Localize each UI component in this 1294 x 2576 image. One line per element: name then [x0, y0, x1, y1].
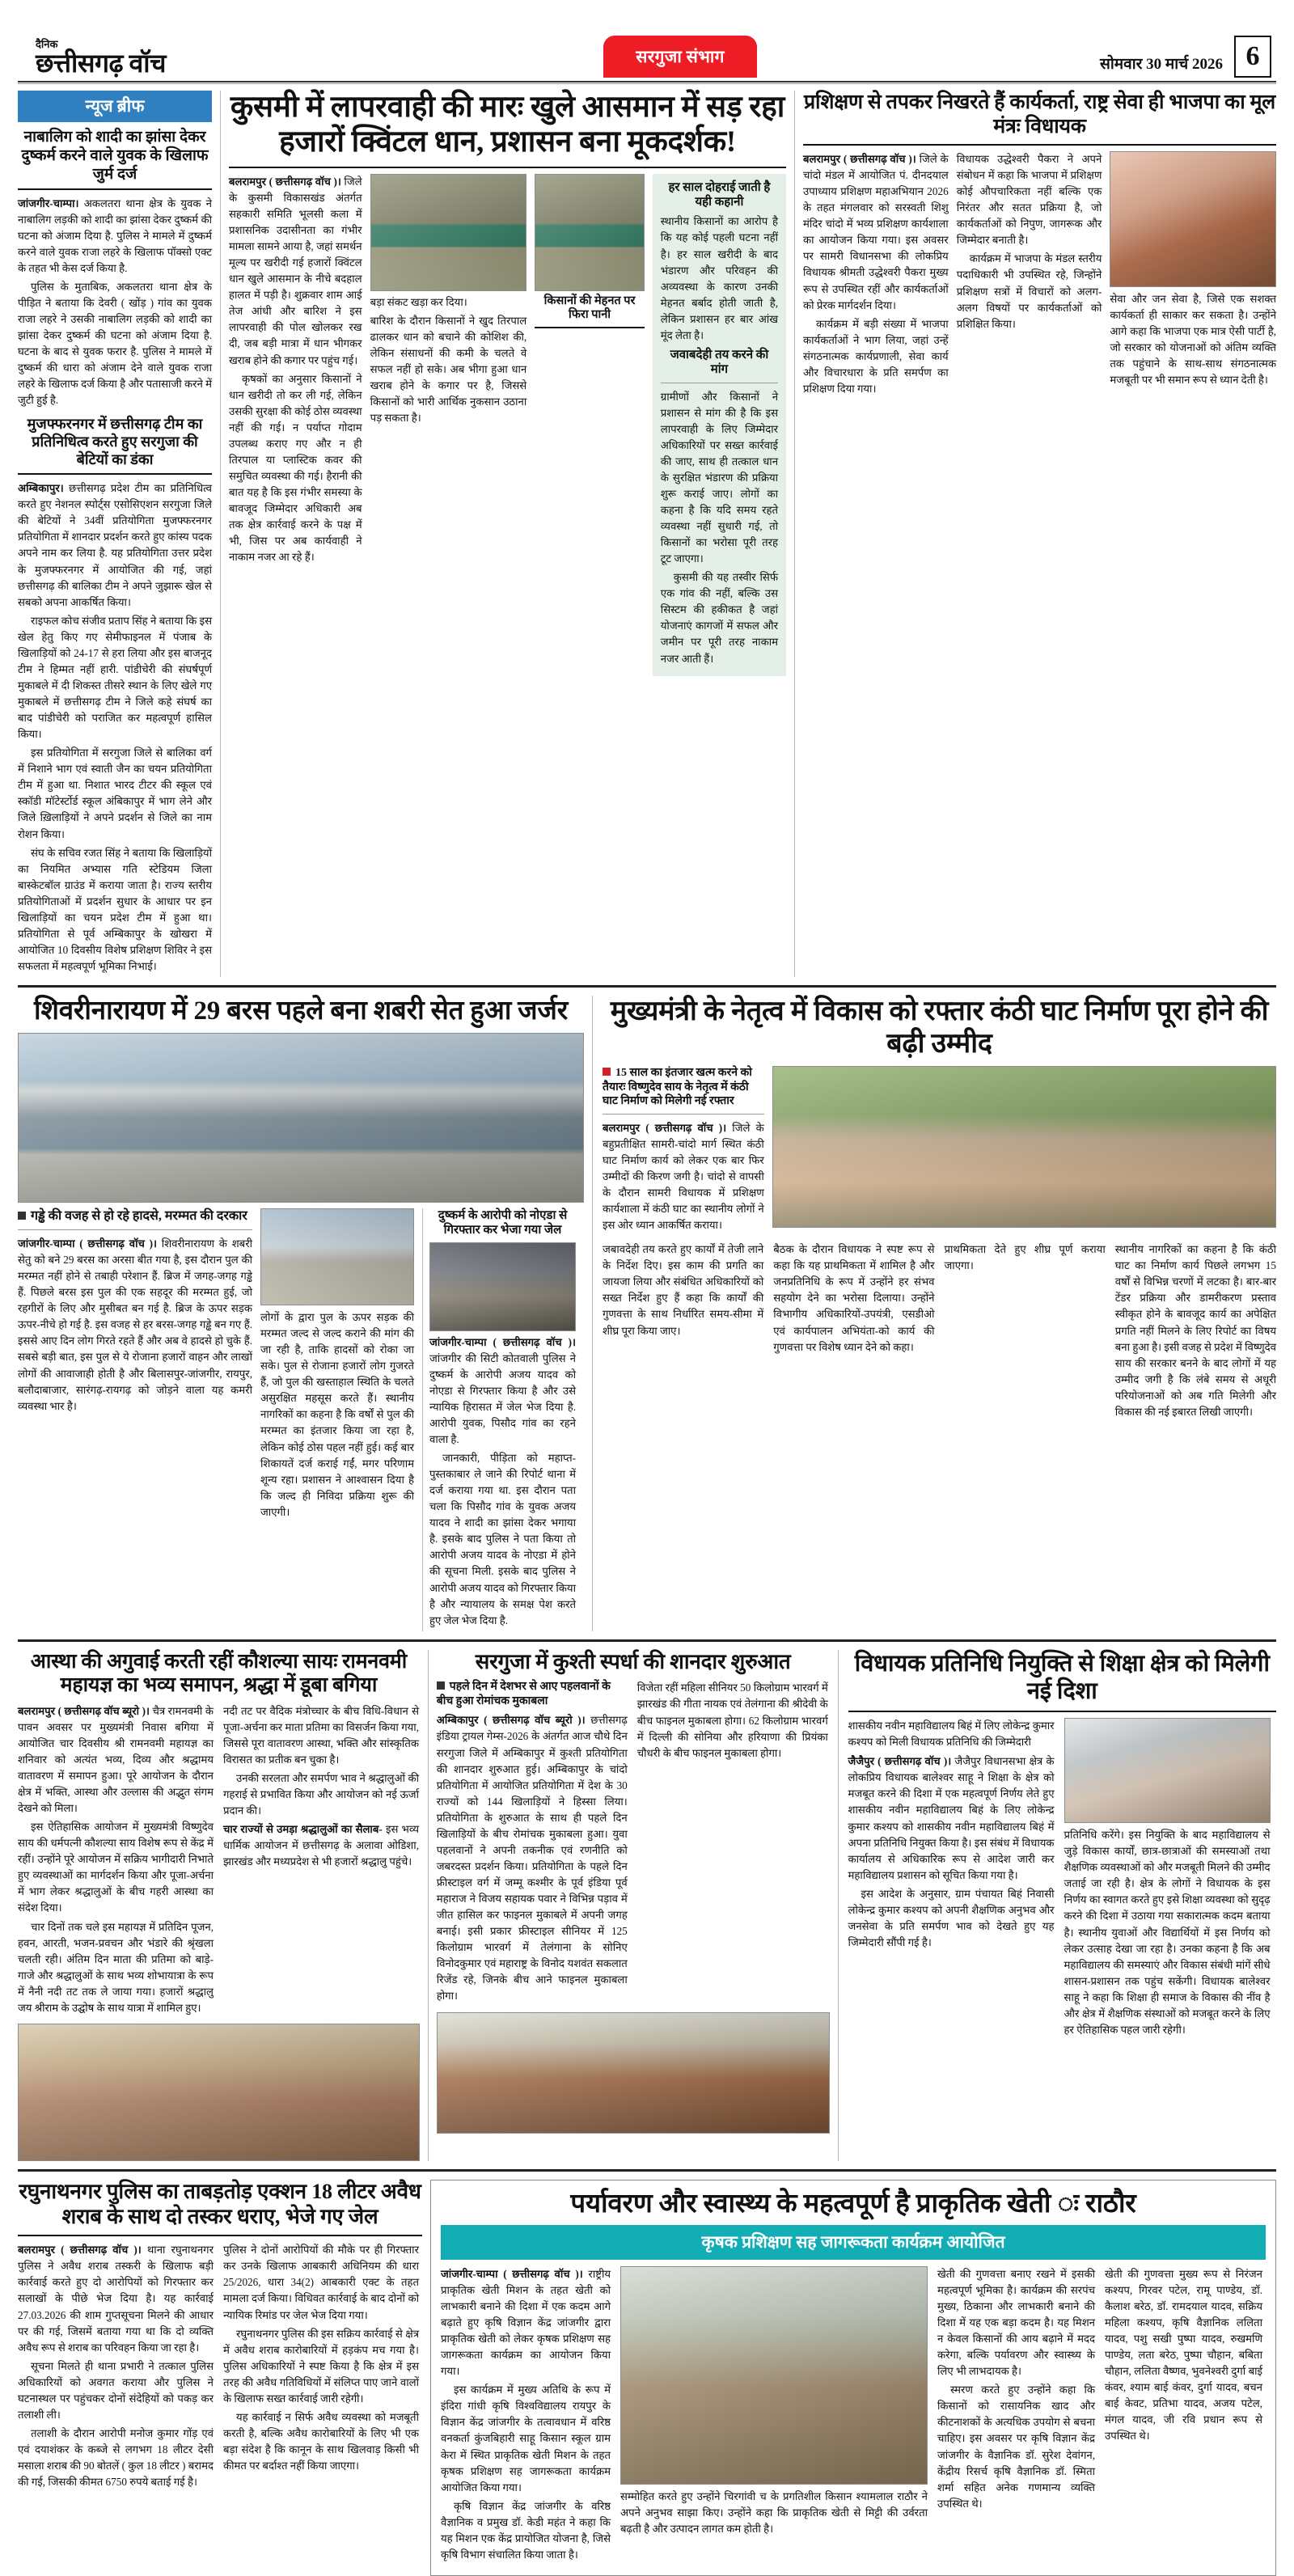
bjp-para-1	[803, 151, 949, 314]
bjp-headline: प्रशिक्षण से तपकर निखरते हैं कार्यकर्ता, राष्ट्र सेवा ही भाजपा का मूल मंत्रः विधायक	[803, 91, 1276, 137]
noida-text-1: जांजगीर की सिटी कोतवाली पुलिस ने दुष्कर्म के आरोपी अजय यादव को नोएडा से गिरफ्तार किया है और उसे न्यायिक हिरासत में जेल भेज दिया है. आरोपी युवक, पिसौद गांव का रहने वाला है.	[429, 1351, 576, 1445]
farm-para-6: स्मरण करते हुए उन्होंने कहा कि किसानों को रासायनिक खाद और कीटनाशकों के अत्यधिक उपयोग से बचना चाहिए। इस अवसर पर कृषि विज्ञान केंद्र जांजगीर के वैज्ञानिक डॉ. सुरेश देवांगन, केंद्रीय रिसर्च कृषि वैज्ञानिक डॉ. स्मिता शर्मा सहित अनेक गणमान्य व्यक्ति उपस्थित थे।	[937, 2384, 1095, 2510]
wrestling-bullet-text: पहले दिन में देशभर से आए पहलवानों के बीच हुआ रोमांचक मुकाबला	[436, 1681, 611, 1707]
photo-shabari-bridge	[18, 1033, 584, 1203]
lead-para-3: बारिश के दौरान किसानों ने खुद तिरपाल ढालकर धान को बचाने की कोशिश की, लेकिन संसाधनों की कमी के चलते वे सफल नहीं हो सके। अब भीगा हुआ धान खराब होने के कगार पर है, जिससे किसानों को भारी आर्थिक नुकसान उठाना पड़ सकता है।	[370, 314, 527, 425]
date-and-page	[1100, 36, 1276, 78]
cm-headline: मुख्यमंत्री के नेतृत्व में विकास को रफ्तार कंठी घाट निर्माण पूरा होने की बढ़ी उम्मीद	[610, 996, 1269, 1060]
dateline: जांजगीर-चाम्पा ( छत्तीसगढ़ वॉच )।	[429, 1335, 576, 1348]
vid-lead: शासकीय नवीन महाविद्यालय बिहं में लिए लोकेन्द्र कुमार कश्यप को मिली विधायक प्रतिनिधि की जिम्मेदारी	[848, 1719, 1055, 1749]
dateline: बलरामपुर ( छत्तीसगढ़ वॉच )।	[18, 2244, 142, 2257]
vidhayak-headline: विधायक प्रतिनिधि नियुक्ति से शिक्षा क्षेत्र को मिलेगी नई दिशा	[854, 1650, 1270, 1704]
publication-logo	[18, 39, 260, 78]
farming-box	[430, 2180, 1276, 2576]
bjp-para-5: कार्यक्रम में भाजपा के मंडल स्तरीय पदाधिकारी भी उपस्थित रहे, जिन्होंने प्रशिक्षण सत्रों में विचारों को अलग-अलग विषयों पर कार्यकर्ताओं को प्रशिक्षित किया।	[956, 252, 1102, 330]
divider	[18, 188, 212, 190]
photo-mla-speaking	[1110, 151, 1276, 287]
cm-text-1: जिले के बहुप्रतीक्षित सामरी-चांदो मार्ग स्थित कंठी घाट निर्माण कार्य को लेकर एक बार फिर उम्मीदों की किरण जगी है। चांदो से वापसी के दौरान सामरी विधायक में प्रशिक्षण कार्यशाला में कंठी घाट का स्थानीय लोगों ने इस ओर ध्यान आकर्षित कराया।	[603, 1121, 764, 1232]
middle-block	[18, 996, 1276, 1631]
farm-para-5: सम्मोहित करते हुए उन्होंने चिरगांवी च के प्रगतिशील किसान श्यामलाल राठौर ने अपने अनुभव साझा किए। उन्होंने कहा कि प्राकृतिक खेती से मिट्टी की उर्वरता बढ़ती है और उत्पादन लागत कम होती है।	[620, 2489, 928, 2535]
lead-para-2: कृषकों का अनुसार किसानों ने धान खरीदी तो कर ली गई, लेकिन उसकी सुरक्षा की कोई ठोस व्यवस्था नहीं की गई। न पर्याप्त गोदाम उपलब्ध कराए गए और न ही तिरपाल या प्लास्टिक कवर की समुचित व्यवस्था की गई। हैरानी की बात यह है कि इस गंभीर समस्या के बावजूद जिम्मेदार अधिकारी अब तक क्षेत्र कार्रवाई करने के पक्ष में भी, जिस पर अब कार्यवाही ने नाकाम नजर आ रहे हैं।	[229, 372, 362, 564]
liq-para-1	[18, 2242, 214, 2355]
bjp-para-2: कार्यक्रम में बड़ी संख्या में भाजपा कार्यकर्ताओं ने भाग लिया, जहां उन्हें संगठनात्मक कार्यप्रणाली, सेवा कार्य और विचारधारा के प्रति समर्पण का प्रशिक्षण दिया गया।	[803, 317, 949, 395]
ram-sub-lede: चार राज्यों से उमड़ा श्रद्धालुओं का सैलाब-	[223, 1823, 383, 1836]
brief-2-para-3: इस प्रतियोगिता में सरगुजा जिले से बालिका वर्ग में निशाने भाग एवं स्वाती जैन का चयन प्रतियोगिता टीम में हुआ था. निशात भारद टीटर की स्कूल एवं स्कॉडी मॉटेर्स्टोर्ड स्कूल अंबिकापुर में भाग लेने और जिले ख़िलाड़ियों ने अपने प्रदर्शन से जिले का नाम रोशन किया।	[18, 747, 212, 840]
sidebar-subtitle: जवाबदेही तय करने की मांग	[670, 348, 769, 377]
page-number: 6	[1234, 36, 1271, 78]
bridge-text-1: शिवरीनारायण के शबरी सेतु को बने 29 बरस का अरसा बीत गया है, इस दौरान पुल की मरम्मत नहीं होने से तबाही परेशान हैं. ब्रिज में जगह-जगह गड्ढे हैं. पिछले बरस इस पुल की एक सहदूर की मरम्मत हुई, जो रहगीरों के लिए और मुसीबत बन गई है. ब्रिज के ऊपर सड़क ऊपर-नीचे हो गई है. इस वजह से हर बरस-जगह गड्ढे बन गए हैं. इससे आए दिन लोग गिरते रहते हैं और अब वे हादसे हो चुके हैं. सबसे बड़ी बात, इस पुल से ये रोजाना हजारों वाहन और लाखों लोगों की आवाजाही होती है और बिलासपुर-जांजगीर, रायपुर, बलौदाबाजार, सारंगढ़-रायगढ़ को जोड़ने वाला यह कमरी व्यवस्था भार है।	[18, 1237, 252, 1412]
liq-para-2: सूचना मिलते ही थाना प्रभारी ने तत्काल पुलिस अधिकारियों को अवगत कराया और पुलिस ने घटनास्थल पर पहुंचकर दोनों संदेहियों को पकड़ कर तलाशी ली।	[18, 2359, 214, 2421]
photo-leaders-group	[772, 1066, 1276, 1228]
bullet-square-icon	[603, 1068, 611, 1076]
farm-para-3: कृषि विज्ञान केंद्र जांजगीर के वरिष्ठ वैज्ञानिक व प्रमुख डॉ. केडी महंत ने कहा कि यह मिशन एक केंद्र प्रायोजित योजना है, जिसे कृषि विभाग संचालित किया जाता है।	[441, 2499, 611, 2561]
wrestling-story	[428, 1650, 830, 2161]
farm-names: खेती की गुणवत्ता मुख्य रूप से निरंजन कश्यप, गिरवर पटेल, रामू पाण्डेय, डॉ. कैलाश बरेठ, डॉ. रामदयाल यादव, सक्रिय महिला कश्यप, कृषि वैज्ञानिक ललिता यादव, पशु सखी पुष्पा यादव, रुखमणि पाण्डेय, लता बरेठ, पुष्पा चौहान, बबिता चौहान, ललिता वैष्णव, भुवनेश्वरी दुर्गा बाई कंवर, श्याम बाई कंवर, दुर्गा यादव, बचन बाई केवट, प्रतिभा यादव, अजय पटेल, मंगल यादव, जी रवि प्रधान रूप से उपस्थित थे।	[1105, 2267, 1262, 2443]
bridge-headline: शिवरीनारायण में 29 बरस पहले बना शबरी सेत हुआ जर्जर	[33, 996, 569, 1026]
brief-1-text: अकलतरा थाना क्षेत्र के युवक ने नाबालिग लड़की को शादी का झांसा देकर दुष्कर्म की घटना को अंजाम दिया है. पुलिस ने मामले में दुष्कर्म करने वाले युवक राजा लहरे के खिलाफ पॉक्सो एक्ट के तहत भी केस दर्ज किया है.	[18, 197, 212, 274]
sidebar-para-3: कुसमी की यह तस्वीर सिर्फ एक गांव की नहीं, बल्कि उस सिस्टम की हकीकत है जहां योजनाएं कागजों में सफल और जमीन पर पूरी तरह नाकाम नजर आती हैं।	[660, 571, 779, 665]
dateline: जैजैपुर ( छत्तीसगढ़ वॉच )।	[848, 1755, 952, 1768]
liq-para-4: पुलिस ने दोनों आरोपियों की मौके पर ही गिरफ्तार कर उनके खिलाफ आबकारी अधिनियम की धारा 25/2026, धारा 34(2) आबकारी एक्ट के तहत मामला दर्ज किया। विधिवत कार्रवाई के बाद दोनों को न्यायिक रिमांड पर जेल भेज दिया गया।	[223, 2244, 419, 2321]
sidebar-para-1: स्थानीय किसानों का आरोप है कि यह कोई पहली घटना नहीं है। हर साल खरीदी के बाद भंडारण और परिवहन की अव्यवस्था के कारण उनकी मेहनत बर्बाद होती जाती है, लेकिन प्रशासन हर बार आंख मूंद लेता है।	[660, 215, 779, 341]
divider	[848, 1711, 1276, 1712]
lead-sidebar	[653, 174, 786, 676]
divider	[535, 327, 645, 328]
cm-para-1	[603, 1120, 764, 1233]
dateline: अम्बिकापुर।	[18, 482, 64, 495]
bridge-bullet	[18, 1208, 252, 1225]
farming-story	[430, 2180, 1276, 2576]
section-divider	[18, 1639, 1276, 1642]
lead-para-1	[229, 174, 362, 369]
bridge-story	[18, 996, 584, 1631]
noida-para-1	[429, 1335, 576, 1448]
dateline: बलरामपुर ( छत्तीसगढ़ वॉच )।	[229, 175, 341, 188]
vidhayak-story	[838, 1650, 1276, 2161]
farming-headline: पर्यावरण और स्वास्थ्य के महत्वपूर्ण है प्राकृतिक खेती ः राठौर	[570, 2189, 1136, 2219]
masthead-rule	[18, 81, 1276, 84]
cm-para-2: जबावदेही तय करते हुए कार्यों में तेजी लाने के निर्देश दिए। इस काम की प्रगति का जायजा लिया और संबंधित अधिकारियों को सख्त निर्देश हुए हैं कहा कि कार्यों की गुणवत्ता के साथ निर्धारित समय-सीमा में शीघ्र पूरा किया जाए।	[603, 1243, 764, 1337]
farm-text-1: राष्ट्रीय प्राकृतिक खेती मिशन के तहत खेती को लाभकारी बनाने की दिशा में एक कदम आगे बढ़ाते हुए कृषि विज्ञान केंद्र जांजगीर द्वारा प्राकृतिक खेती को लेकर कृषक प्रशिक्षण सह जागरूकता कार्यक्रम का आयोजन किया गया।	[441, 2267, 611, 2378]
cm-para-5: स्थानीय नागरिकों का कहना है कि कंठी घाट का निर्माण कार्य पिछले लगभग 15 वर्षों से विभिन्न चरणों में लटका है। बार-बार टेंडर प्रक्रिया और डामरीकरण प्रस्ताव स्वीकृत होने के बावजूद कार्य का अपेक्षित प्रगति नहीं मिलने के लिए रिपोर्ट का विषय बना हुआ है। इसी वजह से प्रदेश में विष्णुदेव साय की सरकार बनने के बाद लोगों में यह उम्मीद जगी है कि लंबे समय से अधूरी परियोजनाओं को अब गति मिलेगी और विकास की नई इबारत लिखी जाएगी।	[1114, 1243, 1276, 1418]
news-brief-column	[18, 91, 212, 977]
dateline: जांजगीर-चाम्पा।	[18, 197, 79, 209]
divider	[18, 473, 212, 475]
liq-text-1: थाना रघुनाथनगर पुलिस ने अवैध शराब तस्करी के खिलाफ बड़ी कार्रवाई करते हुए दो आरोपियों को गिरफ्तार कर सलाखों के पीछे भेज दिया है। यह कार्रवाई 27.03.2026 की शाम गुप्तसूचना मिलने की आधार पर की गई, जिसमें बताया गया था कि दो व्यक्ति अवैध रूप से शराब का परिवहन किया जा रहा है।	[18, 2244, 214, 2354]
lead-headline: कुसमी में लापरवाही की मारः खुले आसमान में सड़ रहा हजारों क्विंटल धान, प्रशासन बना मूकदर्शक!	[230, 91, 785, 159]
divider	[229, 167, 786, 168]
ram-para-4: नदी तट पर वैदिक मंत्रोच्चार के बीच विधि-विधान से पूजा-अर्चना कर माता प्रतिमा का विसर्जन किया गया, जिससे पूरा वातावरण आस्था, भक्ति और सांस्कृतिक विरासत का प्रतीक बन चुका है।	[223, 1704, 419, 1766]
ram-para-3: चार दिनों तक चले इस महायज्ञ में प्रतिदिन पूजन, हवन, आरती, भजन-प्रवचन और भंडारे की श्रृंखला चलती रही। अंतिम दिन माता की प्रतिमा को बाड़े-गाजे और श्रद्धालुओं के साथ भव्य शोभायात्रा के रूप में नैनी नदी तट तक ले जाया गया। हजारों श्रद्धालु जय श्रीराम के उद्घोष के साथ यात्रा में शामिल हुए।	[18, 1920, 214, 2014]
photo-paddy-bike	[535, 174, 645, 291]
divider	[18, 1229, 252, 1230]
divider	[18, 2235, 422, 2236]
photo-accused-custody	[429, 1242, 576, 1331]
ramnavami-story	[18, 1650, 420, 2161]
photo-appointment-letter	[1064, 1718, 1271, 1823]
brief-2-para-1	[18, 480, 212, 611]
section-divider	[18, 985, 1276, 988]
dateline: अम्बिकापुर ( छत्तीसगढ़ वॉच ब्यूरो )।	[436, 1714, 586, 1727]
dateline: बलरामपुर ( छत्तीसगढ़ वॉच ब्यूरो )।	[18, 1704, 150, 1717]
bjp-text-1: जिले के चांदो मंडल में आयोजित पं. दीनदयाल उपाध्याय प्रशिक्षण महाअभियान 2026 के तहत मंगलवार को सरस्वती शिशु मंदिर चांदो में भव्य प्रशिक्षण कार्यशाला का आयोजन किया गया। इस अवसर पर सामरी विधानसभा की लोकप्रिय विधायक श्रीमती उद्धेश्वरी पैकरा मुख्य रूप से उपस्थित रहीं और कार्यकर्ताओं को प्रेरक मार्गदर्शन दिया।	[803, 153, 949, 311]
brief-1-para-2: पुलिस के मुताबिक, अकलतरा थाना क्षेत्र के पीड़ित ने बताया कि देवरी ( खोंड़ ) गांव का युवक राजा लहरे ने उसकी नाबालिग लड़की को शादी का झांसा देकर दुष्कर्म की घटना को अंजाम दिया है. घटना के बाद से युवक फरार है. पुलिस ने मामले में दुष्कर्म की धारा को अंजाम देने वाले युवक राजा लहरे के खिलाफ दर्ज किया है और पतासाजी करने में जुटी हुई है.	[18, 280, 212, 407]
farm-para-4: खेती की गुणवत्ता बनाए रखने में इसकी महत्वपूर्ण भूमिका है। कार्यक्रम की सरपंच मुख्य, ठिकाना और लाभकारी बनाने की दिशा में यह एक बड़ा कदम है। यह मिशन न केवल किसानों की आय बढ़ाने में मदद करेगा, बल्कि पर्यावरण और स्वास्थ्य के लिए भी लाभदायक है।	[937, 2267, 1095, 2378]
cm-para-4: प्राथमिकता देते हुए शीघ्र पूर्ण कराया जाएगा।	[944, 1243, 1106, 1272]
bjp-story	[794, 91, 1276, 977]
photo-paddy-stack	[370, 174, 527, 291]
vid-text-1: जैजैपुर विधानसभा क्षेत्र के लोकप्रिय विधायक बालेश्वर साहू ने शिक्षा के क्षेत्र को मजबूत करने की दिशा में एक महत्वपूर्ण निर्णय लेते हुए शासकीय नवीन महाविद्यालय बिहं के लिए लोकेन्द्र कुमार कश्यप को शासकीय नवीन महाविद्यालय बिहं में अपना प्रतिनिधि नियुक्त किया है। इस संबंध में विधायक कार्यालय से अधिकारिक रूप से आदेश जारी कर महाविद्यालय प्रशासन को सूचित किया गया है।	[848, 1755, 1055, 1881]
bjp-para-3: विधायक उद्धेश्वरी पैकरा ने अपने संबोधन में कहा कि भाजपा में प्रशिक्षण कोई औपचारिकता नहीं बल्कि एक निरंतर और सतत प्रक्रिया है, जो कार्यकर्ताओं को निपुण, जागरूक और जिम्मेदार बनाती है।	[956, 153, 1102, 247]
dateline: बलरामपुर ( छत्तीसगढ़ वॉच )।	[603, 1121, 727, 1134]
bjp-para-4: सेवा और जन सेवा है, जिसे एक सशक्त कार्यकर्ता ही साकार कर सकता है। उन्होंने आगे कहा कि भाजपा एक मात्र ऐसी पार्टी है, जो सरकार को योजनाओं को अंतिम व्यक्ति तक पहुंचाने के साथ-साथ संगठनात्मक मजबूती पर भी समान रूप से ध्यान देती है।	[1110, 293, 1277, 387]
ram-para-5: उनकी सरलता और समर्पण भाव ने श्रद्धालुओं की गहराई से प्रभावित किया और आयोजन को नई ऊर्जा प्रदान की।	[223, 1771, 419, 1817]
masthead	[18, 15, 1276, 78]
bridge-bullet-text: गड्ढे की वजह से हो रहे हादसे, मरम्मत की दरकार	[31, 1209, 247, 1223]
bullet-square-icon	[437, 1681, 445, 1690]
bridge-para-2: लोगों के द्वारा पुल के ऊपर सड़क की मरम्मत जल्द से जल्द कराने की मांग की जा रही है, ताकि हादसों को रोका जा सके। पुल से रोजाना हजारों लोग गुजरते हैं, जो पुल की खस्ताहाल स्थिति के चलते असुरक्षित महसूस करते हैं। स्थानीय नागरिकों का कहना है कि वर्षों से पुल की मरम्मत का इंतजार किया जा रहा है, लेकिन कोई ठोस पहल नहीं हुई। कई बार शिकायतें दर्ज कराई गईं, मगर परिणाम शून्य रहा। प्रशासन ने आश्वासन दिया है कि जल्द ही निविदा प्रक्रिया शुरू की जाएगी।	[260, 1311, 414, 1518]
cm-bullet-text: 15 साल का इंतजार खत्म करने को तैयारः विष्णुदेव साय के नेतृत्व में कंठी घाट निर्माण को मिलेगी नई रफ्तार	[603, 1067, 752, 1108]
ramnavami-headline: आस्था की अगुवाई करती रहीं कौशल्या सायः रामनवमी महायज्ञ का भव्य समापन, श्रद्धा में डूबा बगिया	[30, 1650, 408, 1697]
photo-wrestling-winners	[437, 2012, 830, 2134]
wrestling-bullet	[437, 1680, 628, 1708]
wres-para-1	[437, 1712, 628, 2004]
issue-date: सोमवार 30 मार्च 2026	[1100, 56, 1223, 73]
bullet-square-icon	[18, 1212, 26, 1220]
logo-kicker: दैनिक	[36, 38, 58, 51]
farming-subbanner: कृषक प्रशिक्षण सह जागरूकता कार्यक्रम आयोजित	[441, 2225, 1266, 2260]
edition-ribbon-zone	[260, 36, 1100, 78]
edition-ribbon: सरगुजा संभाग	[603, 36, 757, 78]
sidebar-para-2: ग्रामीणों और किसानों ने प्रशासन से मांग की है कि इस लापरवाही के लिए जिम्मेदार अधिकारियों पर सख्त कार्रवाई की जाए, साथ ही तत्काल धान के सुरक्षित भंडारण की प्रक्रिया शुरू कराई जाए। लोगों का कहना है कि यदि समय रहते व्यवस्था नहीं सुधारी गई, तो किसानों का भरोसा पूरी तरह टूट जाएगा।	[660, 390, 779, 565]
farm-para-2: इस कार्यक्रम में मुख्य अतिथि के रूप में इंदिरा गांधी कृषि विश्वविद्यालय रायपुर के विज्ञान केंद्र जांजगीर के तत्वावधान में वरिष्ठ वनकर्ता कुंजबिहारी साहू किसान स्कूल ग्राम केरा में स्थित प्राकृतिक खेती मिशन के तहत कृषक प्रशिक्षण सह जागरूकता कार्यक्रम आयोजित किया गया।	[441, 2384, 611, 2494]
brief-2-text: छत्तीसगढ़ प्रदेश टीम का प्रतिनिधित्व करते हुए नेशनल स्पोर्ट्स एसोसिएशन सरगुजा जिले की बेटियों ने 34वीं प्रतियोगिता मुजफ्फरनगर प्रतियोगिता में शानदार प्रदर्शन करते हुए कांस्य पदक अपने नाम कर लिया है. यह प्रतियोगिता उत्तर प्रदेश के मुजफ्फरनगर में आयोजित की गई, जहां छत्तीसगढ़ की बालिका टीम ने अपने जुझारू खेल से सबको अपना आकर्षित किया।	[18, 482, 212, 608]
farm-para-1	[441, 2266, 611, 2379]
photo-farmer-training	[620, 2266, 928, 2485]
vid-para-3: प्रतिनिधि करेंगे। इस नियुक्ति के बाद महाविद्यालय से जुड़े विकास कार्यों, छात्र-छात्राओं की समस्याओं तथा शैक्षणिक व्यवस्थाओं को और मजबूती मिलने की उम्मीद जताई जा रही है। क्षेत्र के लोगों ने विधायक के इस निर्णय का स्वागत करते हुए इसे शिक्षा व्यवस्था को सुदृढ़ करने की दिशा में उठाया गया सकारात्मक कदम बताया है। स्थानीय युवाओं और विद्यार्थियों में इस निर्णय को लेकर उत्साह देखा जा रहा है। उनका कहना है कि अब महाविद्यालय की समस्याएं और विकास संबंधी मांगें सीधे शासन-प्रशासन तक पहुंच सकेंगी। विधायक बालेश्वर साहू ने कहा कि शिक्षा ही समाज के विकास की नींव है और क्षेत्र में शैक्षणिक संस्थाओं को मजबूत करने के लिए हर ऐतिहासिक पहल जारी रहेगी।	[1064, 1829, 1271, 2036]
brief-2-headline: मुजफ्फरनगर में छत्तीसगढ़ टीम का प्रतिनिधित्व करते हुए सरगुजा की बेटियों का डंका	[27, 416, 203, 468]
lower-block	[18, 1650, 1276, 2161]
logo-title: छत्तीसगढ़ वॉच	[36, 49, 166, 78]
dateline: जांजगीर-चाम्पा ( छत्तीसगढ़ वॉच )।	[441, 2267, 583, 2280]
top-block	[18, 91, 1276, 977]
ram-text-6: इस भव्य धार्मिक आयोजन में छत्तीसगढ़ के अलावा ओडिशा, झारखंड और मध्यप्रदेश से भी हजारों श्रद्धालु पहुंचे।	[223, 1823, 419, 1868]
sidebar-title: हर साल दोहराई जाती है यही कहानी	[668, 180, 771, 209]
divider	[803, 144, 1276, 146]
liq-para-5: रघुनाथनगर पुलिस की इस सक्रिय कार्रवाई से क्षेत्र में अवैध शराब कारोबारियों में हड़कंप मच गया है। पुलिस अधिकारियों ने स्पष्ट किया है कि क्षेत्र में इस तरह की अवैध गतिविधियों में संलिप्त पाए जाने वालों के खिलाफ सख्त कार्रवाई जारी रहेगी।	[223, 2327, 419, 2405]
ram-text-1: चैत्र रामनवमी के पावन अवसर पर मुख्यमंत्री निवास बगिया में आयोजित चार दिवसीय श्री रामनवमी महायज्ञ का शनिवार को अत्यंत भव्य, दिव्य और श्रद्धामय वातावरण में समापन हुआ। पूरे आयोजन के दौरान क्षेत्र में भक्ति, आस्था और उल्लास की अद्भुत संगम देखने को मिला।	[18, 1704, 214, 1815]
lead-photo-caption-note: बड़ा संकट खड़ा कर दिया।	[370, 295, 467, 308]
brief-2-para-2: राइफल कोच संजीव प्रताप सिंह ने बताया कि इस खेल हेतु किए गए सेमीफाइनल में पंजाब के खिलाड़ियों को 24-17 से हरा लिया और इस बाजनूद टीम ने हिम्मत नहीं हारी. पांडीचेरी की संघर्षपूर्ण मुकाबले में दी शिकस्त तीसरे स्थान के लिए खेले गए मुकाबले में छत्तीसगढ़ टीम ने जिले कहे संघर्ष का बाद पांडीचेरी को पराजित कर महत्वपूर्ण हासिल किया।	[18, 614, 212, 741]
divider	[603, 1114, 764, 1115]
cm-para-3: बैठक के दौरान विधायक ने स्पष्ट रूप से कहा कि यह प्राथमिकता में शामिल है और जनप्रतिनिधि के रूप में उन्होंने हर संभव सहयोग देने का भरोसा दिलाया। उन्होंने विभागीय अधिकारियों-उपयंत्री, एसडीओ एवं कार्यपालन अभियंता-को कार्य की गुणवत्ता पर विशेष ध्यान देने को कहा।	[773, 1243, 935, 1353]
photo-ramnavami-procession	[18, 2024, 420, 2161]
vid-para-1	[848, 1753, 1055, 1884]
cm-bullet	[603, 1066, 764, 1109]
noida-headline: दुष्कर्म के आरोपी को नोएडा से गिरफ्तार कर भेजा गया जेल	[438, 1209, 568, 1237]
wrestling-headline: सरगुजा में कुश्ती स्पर्धा की शानदार शुरुआत	[475, 1649, 791, 1673]
brief-1-para-1	[18, 196, 212, 277]
brief-2-para-4: संघ के सचिव रजत सिंह ने बताया कि खिलाड़ियों का नियमित अभ्यास गति स्टेडियम जिला बास्केटबॉल ग्राउंड में कराया जाता है। राज्य स्तरीय प्रतियोगिताओं में प्रदर्शन सुधार के आधार पर इन खिलाड़ियों का चयन प्रदेश टीम में हुआ था। प्रतियोगिता से पूर्व अम्बिकापुर के खोखरा में आयोजित 10 दिवसीय विशेष प्रशिक्षण शिविर ने इस सफलता में महत्वपूर्ण भूमिका निभाई।	[18, 846, 212, 972]
cm-story	[592, 996, 1276, 1631]
liq-para-6: यह कार्रवाई न सिर्फ अवैध व्यवस्था को मजबूती करती है, बल्कि अवैध कारोबारियों के लिए भी एक बड़ा संदेश है कि कानून के साथ खिलवाड़ किसी भी कीमत पर बर्दाश्त नहीं किया जाएगा।	[223, 2410, 419, 2472]
bottom-block	[18, 2180, 1276, 2576]
wres-text-1: छत्तीसगढ़ इंडिया ट्रायल गेम्स-2026 के अंतर्गत आज चौथे दिन सरगुजा जिले में अम्बिकापुर में कुश्ती प्रतियोगिता की शानदार शुरुआत हुई। अम्बिकापुर के चांदो प्रतियोगिता में आयोजित प्रतियोगिता में देश के 30 राज्यों को 144 खिलाड़ियों ने हिस्सा लिया। प्रतियोगिता के शुरुआत के साथ ही पहले दिन खिलाड़ियों के बीच रोमांचक मुकाबला हुआ। युवा पहलवानों ने अपनी तकनीक एवं रणनीति को जबरदस्त प्रदर्शन किया। प्रतियोगिता के पहले दिन फ्रीस्टाइल वर्ग में जम्मू कश्मीर के पूर्व इंडिया पूर्व महाराज ने विजय सहायक पवार ने विभिन्न पड़ाव में जीत हासिल कर फाइनल मुकाबले में अपनी जगह बनाई। इसी प्रकार फ्रीस्टाइल सीनियर में 125 किलोग्राम भारवर्ग में तेलंगाना के सोनिए विनोदकुमार एवं महाराष्ट्र के विनोद यशवंत सकलात रिजेंड रहे, जिनके बीच आने फाइनल मुकाबला होगा।	[436, 1714, 628, 2003]
ram-para-1	[18, 1703, 214, 1817]
news-brief-header: न्यूज ब्रीफ	[18, 91, 212, 122]
lead-text-1: जिले के कुसमी विकासखंड अंतर्गत सहकारी समिति भूलसी कला में प्रशासनिक उदासीनता का गंभीर मामला सामने आया है, जहां समर्थन मूल्य पर खरीदी गई हजारों क्विंटल धान खुले आसमान के नीचे बदहाल हालत में पड़ी है। शुक्रवार शाम आई तेज आंधी और बारिश ने इस लापरवाही की पोल खोलकर रख दी, जब बड़ी मात्रा में धान भीगकर खराब होने की कगार पर पहुंच गई।	[229, 175, 362, 366]
dateline: बलरामपुर ( छत्तीसगढ़ वॉच )।	[803, 153, 916, 165]
brief-1-headline: नाबालिग को शादी का झांसा देकर दुष्कर्म करने वाले युवक के खिलाफ जुर्म दर्ज	[21, 129, 209, 184]
bridge-para-1	[18, 1236, 252, 1415]
liq-para-3: तलाशी के दौरान आरोपी मनोज कुमार गोंड़ एवं एवं दयाशंकर के कब्जे से लगभग 18 लीटर देसी मसाला शराब की 90 बोतलें ( कुल 18 लीटर ) बरामद की गई, जिसकी कीमत 6750 रुपये बताई गई है।	[18, 2426, 214, 2489]
liquor-story	[18, 2180, 422, 2576]
ram-para-2: इस ऐतिहासिक आयोजन में मुख्यमंत्री विष्णुदेव साय की धर्मपत्नी कौशल्या साय विशेष रूप से केंद्र में रहीं। उन्होंने पूरे आयोजन में सक्रिय भागीदारी निभाते हुए व्यवस्थाओं का मार्गदर्शन किया और पूजा-अर्चना में भाग लेकर श्रद्धालुओं के बीच गहरी आस्था का संदेश दिया।	[18, 1821, 214, 1914]
liquor-headline: रघुनाथनगर पुलिस का ताबड़तोड़ एक्शन 18 लीटर अवैध शराब के साथ दो तस्कर धराए, भेजे गए जेल	[19, 2179, 421, 2228]
noida-para-2: जानकारी, पीड़िता को महाप्त-पुस्तकाबार ले जाने की रिपोर्ट थाना में दर्ज कराया गया था. इस दौरान पता चला कि पिसौद गांव के युवक अजय यादव ने शादी का झांसा देकर भगाया है. इसके बाद पुलिस ने पता किया तो आरोपी अजय यादव के नोएडा में होने की सूचना मिली. इसके बाद पुलिस ने आरोपी अजय यादव को गिरफ्तार किया है और न्यायालय के समक्ष पेश करते हुए जेल भेज दिया है.	[429, 1452, 576, 1626]
section-divider	[18, 2169, 1276, 2172]
wres-para-2: विजेता रहीं महिला सीनियर 50 किलोग्राम भारवर्ग में झारखंड की गीता नायक एवं तेलंगाना की श्रीदेवी के बीच फाइनल मुकाबला होगा। 62 किलोग्राम भारवर्ग में दिल्ली की सोनिया और हरियाणा की प्रियंका चौधरी के बीच फाइनल मुकाबला होगा।	[636, 1681, 828, 1759]
lead-photo-caption: किसानों की मेहनत पर फिरा पानी	[543, 294, 636, 322]
vid-para-2: इस आदेश के अनुसार, ग्राम पंचायत बिहं निवासी लोकेन्द्र कुमार कश्यप को अपनी शैक्षणिक अनुभव और जनसेवा के प्रति समर्पण भाव को देखते हुए यह जिम्मेदारी सौंपी गई है।	[848, 1887, 1055, 1948]
dateline: जांजगीर-चाम्पा ( छत्तीसगढ़ वॉच )।	[18, 1237, 158, 1250]
photo-bridge-railing	[260, 1208, 414, 1305]
lead-story	[220, 91, 786, 977]
ram-para-6	[223, 1821, 419, 1870]
